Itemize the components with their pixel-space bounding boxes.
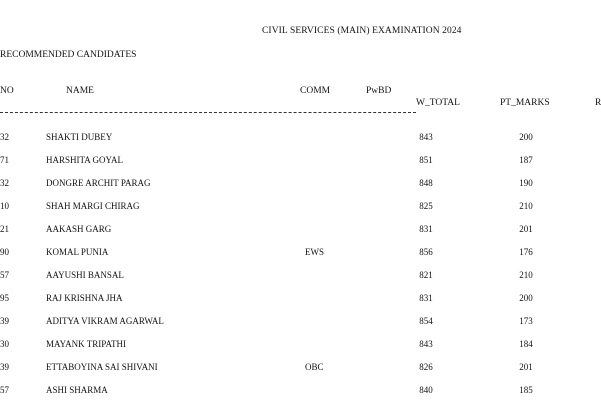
table-row <box>0 218 600 241</box>
header-no: NO <box>0 86 14 96</box>
table-row <box>0 241 600 264</box>
header-w-total: W_TOTAL <box>416 98 460 108</box>
cell-pt-marks: 201 <box>519 362 533 372</box>
header-name: NAME <box>66 86 94 96</box>
header-comm: COMM <box>300 86 331 96</box>
cell-no: 21 <box>0 224 9 234</box>
header-pwbd: PwBD <box>366 86 392 96</box>
header-divider <box>0 112 416 113</box>
cell-no: 71 <box>0 155 9 165</box>
cell-pt-marks: 190 <box>519 178 533 188</box>
cell-w-total: 840 <box>419 385 433 395</box>
cell-no: 30 <box>0 339 9 349</box>
cell-w-total: 854 <box>419 316 433 326</box>
header-rank: R <box>595 98 601 108</box>
cell-pt-marks: 176 <box>519 247 533 257</box>
cell-no: 90 <box>0 247 9 257</box>
cell-name: HARSHITA GOYAL <box>46 155 124 165</box>
cell-w-total: 848 <box>419 178 433 188</box>
table-row <box>0 379 600 402</box>
cell-w-total: 826 <box>419 362 433 372</box>
cell-pt-marks: 200 <box>519 293 533 303</box>
cell-name: AAKASH GARG <box>46 224 112 234</box>
candidate-table-body <box>0 126 600 402</box>
table-row <box>0 356 600 379</box>
cell-w-total: 843 <box>419 132 433 142</box>
cell-no: 39 <box>0 316 9 326</box>
header-pt-marks: PT_MARKS <box>500 98 550 108</box>
cell-w-total: 856 <box>419 247 433 257</box>
cell-no: 10 <box>0 201 9 211</box>
cell-name: ADITYA VIKRAM AGARWAL <box>46 316 164 326</box>
cell-name: SHAKTI DUBEY <box>46 132 113 142</box>
table-row <box>0 287 600 310</box>
cell-name: KOMAL PUNIA <box>46 247 109 257</box>
cell-name: DONGRE ARCHIT PARAG <box>46 178 151 188</box>
cell-pt-marks: 185 <box>519 385 533 395</box>
table-row <box>0 310 600 333</box>
cell-comm: OBC <box>305 362 324 372</box>
table-row <box>0 149 600 172</box>
cell-w-total: 831 <box>419 293 433 303</box>
cell-no: 95 <box>0 293 9 303</box>
table-row <box>0 126 600 149</box>
cell-w-total: 825 <box>419 201 433 211</box>
cell-name: ETTABOYINA SAI SHIVANI <box>46 362 158 372</box>
cell-comm: EWS <box>305 247 324 257</box>
cell-no: 32 <box>0 178 9 188</box>
cell-w-total: 831 <box>419 224 433 234</box>
table-row <box>0 195 600 218</box>
cell-pt-marks: 173 <box>519 316 533 326</box>
cell-w-total: 821 <box>419 270 433 280</box>
cell-pt-marks: 210 <box>519 270 533 280</box>
cell-w-total: 851 <box>419 155 433 165</box>
cell-name: MAYANK TRIPATHI <box>46 339 126 349</box>
table-row <box>0 264 600 287</box>
cell-name: ASHI SHARMA <box>46 385 108 395</box>
cell-no: 57 <box>0 385 9 395</box>
cell-pt-marks: 201 <box>519 224 533 234</box>
cell-pt-marks: 184 <box>519 339 533 349</box>
table-row <box>0 172 600 195</box>
cell-name: SHAH MARGI CHIRAG <box>46 201 140 211</box>
cell-no: 39 <box>0 362 9 372</box>
table-row <box>0 333 600 356</box>
cell-name: RAJ KRISHNA JHA <box>46 293 123 303</box>
document-title: CIVIL SERVICES (MAIN) EXAMINATION 2024 <box>262 26 462 36</box>
cell-no: 32 <box>0 132 9 142</box>
cell-name: AAYUSHI BANSAL <box>46 270 124 280</box>
cell-pt-marks: 200 <box>519 132 533 142</box>
cell-pt-marks: 210 <box>519 201 533 211</box>
cell-no: 57 <box>0 270 9 280</box>
cell-pt-marks: 187 <box>519 155 533 165</box>
section-title: RECOMMENDED CANDIDATES <box>0 50 137 60</box>
cell-w-total: 843 <box>419 339 433 349</box>
